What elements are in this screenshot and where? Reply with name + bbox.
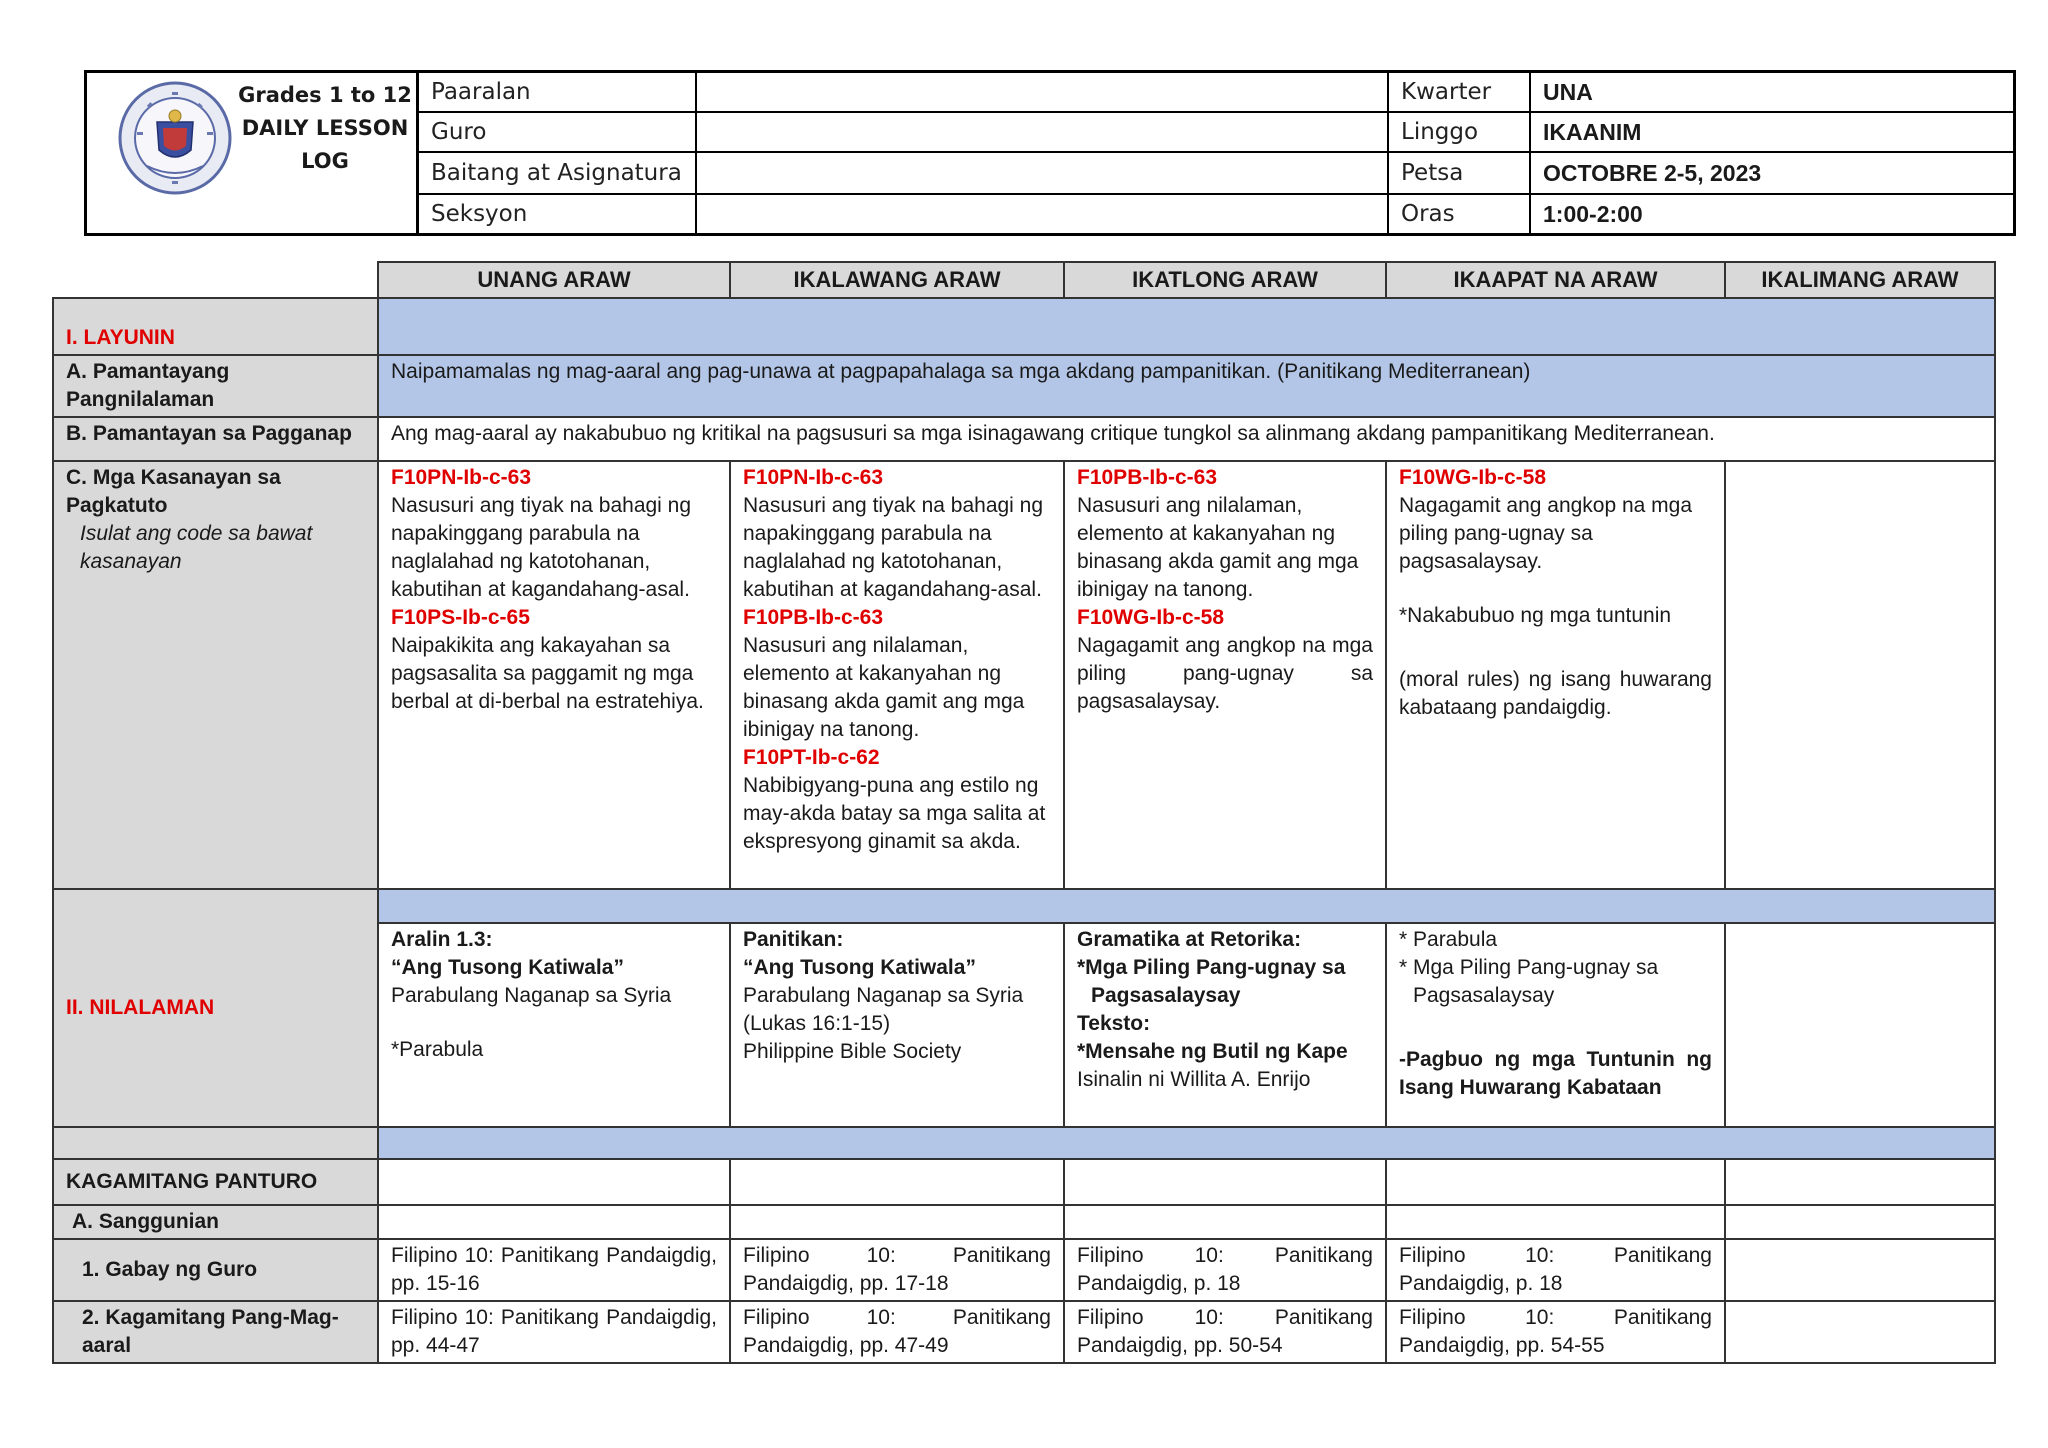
content-line: * Mga Piling Pang-ugnay sa	[1399, 956, 1659, 979]
content-line: *Mga Piling Pang-ugnay sa	[1077, 956, 1346, 979]
pamantayan-sa-pagganap-row	[53, 417, 1995, 461]
blue-band	[378, 298, 1995, 355]
nilalaman-heading: II. NILALAMAN	[66, 996, 215, 1019]
competency-text: Nasusuri ang tiyak na bahagi ng napakinggang parabula na naglalahad ng katotohanan, kabutihan at kagandahang-asal.	[743, 494, 1044, 601]
quarter-value: UNA	[1531, 73, 2013, 113]
content-line: Pagsasalaysay	[1091, 984, 1241, 1007]
kagamitan-row	[53, 1159, 1995, 1205]
empty-cell	[730, 1159, 1064, 1205]
reference-cell: Filipino 10: Panitikang Pandaigdig, pp. 44-47	[378, 1301, 730, 1363]
content-line: Philippine Bible Society	[743, 1040, 962, 1063]
kasanayan-day2	[730, 461, 1064, 889]
kasanayan-day5	[1725, 461, 1995, 889]
reference-cell: Filipino 10: Panitikang Pandaigdig, pp. 54-55	[1386, 1301, 1725, 1363]
content-line: *Parabula	[391, 1038, 484, 1061]
reference-cell: Filipino 10: Panitikang Pandaigdig, pp. 15-16	[378, 1239, 730, 1301]
kasanayan-day3	[1064, 461, 1386, 889]
competency-code: F10PT-Ib-c-62	[743, 746, 880, 769]
empty-cell	[1386, 1159, 1725, 1205]
spacer-band-row	[53, 1127, 1995, 1159]
nilalaman-day5	[1725, 923, 1995, 1127]
content-line: Isinalin ni Willita A. Enrijo	[1077, 1068, 1311, 1091]
dll-title-line: Grades 1 to 12	[238, 83, 412, 107]
content-line: Teksto:	[1077, 1012, 1151, 1035]
gabay-label: 1. Gabay ng Guro	[53, 1239, 378, 1301]
competency-text: Nasusuri ang tiyak na bahagi ng napakinggang parabula na naglalahad ng katotohanan, kabutihan at kagandahang-asal.	[391, 494, 692, 601]
reference-cell: Filipino 10: Panitikang Pandaigdig, p. 18	[1386, 1239, 1725, 1301]
day-header: IKALIMANG ARAW	[1725, 262, 1995, 298]
reference-cell: Filipino 10: Panitikang Pandaigdig, pp. 50-54	[1064, 1301, 1386, 1363]
time-label: Oras	[1389, 195, 1531, 233]
header-info-grid	[419, 73, 2013, 233]
kagamitan-heading: KAGAMITANG PANTURO	[53, 1159, 378, 1205]
pamantayan-sa-pagganap-text: Ang mag-aaral ay nakabubuo ng kritikal na pagsusuri sa mga isinagawang critique tungkol sa alinmang akdang pampanitikang Mediterranean.	[378, 417, 1995, 461]
layunin-heading: I. LAYUNIN	[66, 326, 175, 349]
layunin-heading-cell	[53, 298, 378, 355]
reference-cell: Filipino 10: Panitikang Pandaigdig, pp. 17-18	[730, 1239, 1064, 1301]
empty-cell	[1386, 1205, 1725, 1239]
competency-text: (moral rules) ng isang huwarang kabataang pandaigdig.	[1399, 668, 1712, 719]
content-line: Aralin 1.3:	[391, 928, 493, 951]
reference-cell: Filipino 10: Panitikang Pandaigdig, pp. 47-49	[730, 1301, 1064, 1363]
competency-code: F10PS-Ib-c-65	[391, 606, 530, 629]
teacher-label: Guro	[419, 113, 697, 153]
kasanayan-day1	[378, 461, 730, 889]
competency-text: Naipakikita ang kakayahan sa pagsasalita sa paggamit ng mga berbal at di-berbal na estratehiya.	[391, 634, 704, 713]
nilalaman-day2	[730, 923, 1064, 1127]
content-line: * Parabula	[1399, 928, 1498, 951]
competency-text: Nabibigyang-puna ang estilo ng may-akda batay sa mga salita at ekspresyong ginamit sa akda.	[743, 774, 1046, 853]
reference-cell	[1725, 1239, 1995, 1301]
empty-cell	[1725, 1159, 1995, 1205]
empty-cell	[378, 1159, 730, 1205]
competency-code: F10PN-Ib-c-63	[391, 466, 532, 489]
kasanayan-row	[53, 461, 1995, 889]
mag-aaral-label: 2. Kagamitang Pang-Mag-aaral	[53, 1301, 378, 1363]
reference-cell	[1725, 1301, 1995, 1363]
nilalaman-band-row	[53, 889, 1995, 923]
competency-code: F10PN-Ib-c-63	[743, 466, 884, 489]
competency-text: Nasusuri ang nilalaman, elemento at kakanyahan ng binasang akda gamit ang mga ibinigay na tanong.	[743, 634, 1025, 741]
content-line: Pagsasalaysay	[1413, 984, 1555, 1007]
empty-cell	[1064, 1159, 1386, 1205]
content-line: Parabulang Naganap sa Syria	[743, 984, 1024, 1007]
corner-cell	[53, 262, 378, 298]
quarter-label: Kwarter	[1389, 73, 1531, 113]
school-value[interactable]	[697, 73, 1389, 113]
empty-cell	[730, 1205, 1064, 1239]
section-c-note: Isulat ang code sa bawat kasanayan	[80, 522, 313, 573]
content-line: -Pagbuo ng mga Tuntunin ng Isang Huwarang Kabataan	[1399, 1048, 1712, 1099]
section-label: Seksyon	[419, 195, 697, 233]
content-line: “Ang Tusong Katiwala”	[743, 956, 976, 979]
day-header-row	[53, 262, 1995, 298]
sanggunian-row	[53, 1205, 1995, 1239]
week-value: IKAANIM	[1531, 113, 2013, 153]
gabay-row	[53, 1239, 1995, 1301]
content-line: Parabulang Naganap sa Syria	[391, 984, 672, 1007]
content-line: (Lukas 16:1-15)	[743, 1012, 891, 1035]
blue-band	[378, 889, 1995, 923]
grade-subject-label: Baitang at Asignatura	[419, 153, 697, 195]
empty-cell	[378, 1205, 730, 1239]
content-line: Gramatika at Retorika:	[1077, 928, 1302, 951]
header-logo-cell	[87, 73, 419, 233]
pamantayang-pangnilalaman-row	[53, 355, 1995, 417]
week-label: Linggo	[1389, 113, 1531, 153]
section-a-label: A. Pamantayang Pangnilalaman	[53, 355, 378, 417]
content-line: *Mensahe ng Butil ng Kape	[1077, 1040, 1348, 1063]
competency-text: Nasusuri ang nilalaman, elemento at kakanyahan ng binasang akda gamit ang mga ibinigay na tanong.	[1077, 494, 1359, 601]
blue-band	[378, 1127, 1995, 1159]
reference-cell: Filipino 10: Panitikang Pandaigdig, p. 18	[1064, 1239, 1386, 1301]
competency-code: F10WG-Ib-c-58	[1077, 606, 1225, 629]
sanggunian-label: A. Sanggunian	[53, 1205, 378, 1239]
nilalaman-day4	[1386, 923, 1725, 1127]
content-line: “Ang Tusong Katiwala”	[391, 956, 624, 979]
layunin-row	[53, 298, 1995, 355]
day-header: IKAAPAT NA ARAW	[1386, 262, 1725, 298]
date-label: Petsa	[1389, 153, 1531, 195]
competency-code: F10PB-Ib-c-63	[743, 606, 884, 629]
competency-text: Nagagamit ang angkop na mga piling pang-ugnay sa pagsasalaysay.	[1399, 494, 1693, 573]
dll-header	[84, 70, 2016, 236]
section-c-label: C. Mga Kasanayan sa Pagkatuto	[66, 466, 281, 517]
teacher-value[interactable]	[697, 113, 1389, 153]
dll-title-line: LOG	[301, 149, 349, 173]
pamantayang-pangnilalaman-text: Naipamamalas ng mag-aaral ang pag-unawa at pagpapahalaga sa mga akdang pampanitikan. (Panitikang Mediterranean)	[378, 355, 1995, 417]
kagamitang-mag-aaral-row	[53, 1301, 1995, 1363]
competency-text: Nagagamit ang angkop na mga piling pang-ugnay sa pagsasalaysay.	[1077, 634, 1373, 713]
empty-cell	[1064, 1205, 1386, 1239]
dll-title-line: DAILY LESSON	[241, 116, 409, 140]
day-header: IKALAWANG ARAW	[730, 262, 1064, 298]
section-value[interactable]	[697, 195, 1389, 233]
section-c-cell	[53, 461, 378, 889]
spacer-cell	[53, 1127, 378, 1159]
empty-cell	[1725, 1205, 1995, 1239]
kasanayan-day4	[1386, 461, 1725, 889]
nilalaman-day3	[1064, 923, 1386, 1127]
day-header: UNANG ARAW	[378, 262, 730, 298]
nilalaman-heading-cell	[53, 889, 378, 1127]
competency-code: F10PB-Ib-c-63	[1077, 466, 1218, 489]
nilalaman-day1	[378, 923, 730, 1127]
time-value: 1:00-2:00	[1543, 200, 1643, 227]
date-value: OCTOBRE 2-5, 2023	[1531, 153, 2013, 195]
competency-text: *Nakabubuo ng mga tuntunin	[1399, 604, 1672, 627]
deped-seal-icon	[117, 80, 233, 196]
section-b-label: B. Pamantayan sa Pagganap	[53, 417, 378, 461]
content-line: Panitikan:	[743, 928, 844, 951]
day-header: IKATLONG ARAW	[1064, 262, 1386, 298]
dll-title	[235, 79, 415, 178]
grade-subject-value[interactable]	[697, 153, 1389, 195]
school-label: Paaralan	[419, 73, 697, 113]
competency-code: F10WG-Ib-c-58	[1399, 466, 1547, 489]
lesson-plan-table	[52, 261, 1996, 1364]
